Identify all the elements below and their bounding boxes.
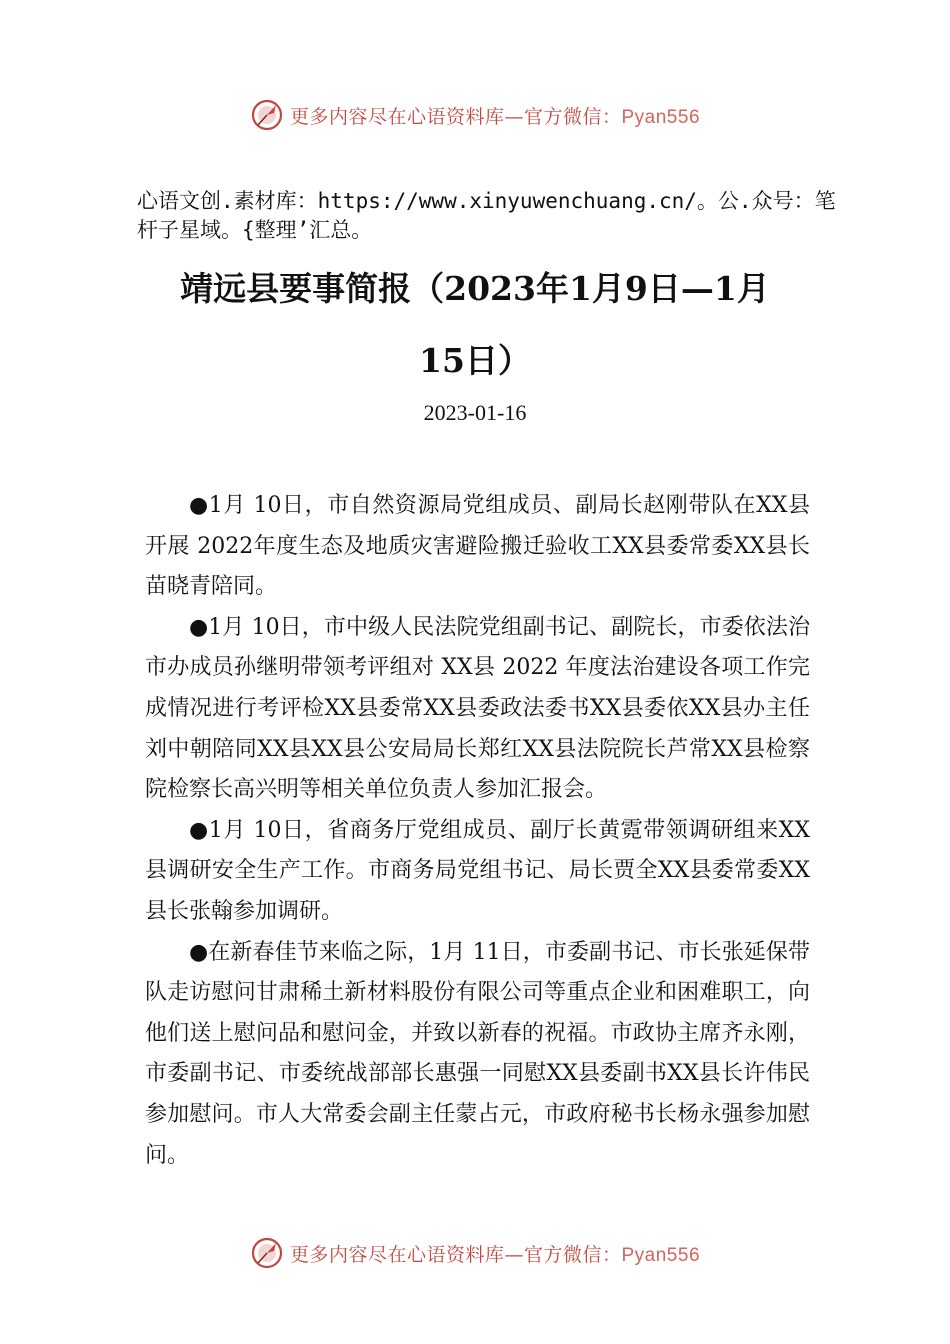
news-item-4: ●在新春佳节来临之际，1月 11日，市委副书记、市长张延保带队走访慰问甘肃稀土新材料股份有限公司等重点企业和困难职工，向他们送上慰问品和慰问金，并致以新春的祝福。市政协主席齐永刚，市委副书记、市委统战部部长惠强一同慰XX县委副书XX县长许伟民参加慰问。市人大常委会副主任蒙占元，市政府秘书长杨永强参加慰问。 bbox=[145, 939, 810, 1168]
document-title-line1: 靖远县要事简报（2023年1月9日—1月 bbox=[180, 269, 770, 308]
banner-text bbox=[290, 1240, 700, 1267]
quill-logo-icon bbox=[250, 1236, 284, 1270]
footer-banner bbox=[0, 1233, 950, 1273]
banner-promo-text: 更多内容尽在心语资料库 bbox=[289, 105, 505, 128]
document-date: 2023-01-16 bbox=[423, 400, 527, 425]
banner-text bbox=[290, 102, 700, 129]
news-item-2: ●1月 10日，市中级人民法院党组副书记、副院长，市委依法治市办成员孙继明带领考评组对 XX县 2022 年度法治建设各项工作完成情况进行考评检XX县委常XX县委政法委书XX县委依XX县办主任刘中朝陪同XX县XX县公安局局长郑红XX县法院院长芦常XX县检察院检察长高兴明等相关单位负责人参加汇报会。 bbox=[145, 614, 810, 803]
quill-logo-icon bbox=[250, 98, 284, 132]
header-banner bbox=[0, 95, 950, 135]
banner-promo-text: 更多内容尽在心语资料库 bbox=[289, 1243, 505, 1266]
banner-wechat-label: 官方微信： bbox=[523, 1243, 622, 1266]
banner-wechat-account: Pyan556 bbox=[621, 1244, 701, 1266]
document-body bbox=[145, 486, 810, 1176]
document-title-line2: 15日） bbox=[419, 341, 531, 380]
news-item-3: ●1月 10日，省商务厅党组成员、副厅长黄霓带领调研组来XX县调研安全生产工作。市商务局党组书记、局长贾全XX县委常委XX县长张翰参加调研。 bbox=[145, 817, 810, 924]
banner-wechat-account: Pyan556 bbox=[621, 106, 701, 128]
banner-wechat-label: 官方微信： bbox=[523, 105, 622, 128]
banner-separator: — bbox=[504, 105, 524, 128]
source-note: 心语文创.素材库：https://www.xinyuwenchuang.cn/。公.众号：笔杆子星域。{整理’汇总。 bbox=[137, 189, 836, 242]
news-item-1: ●1月 10日，市自然资源局党组成员、副局长赵刚带队在XX县开展 2022年度生态及地质灾害避险搬迁验收工XX县委常委XX县长苗晓青陪同。 bbox=[145, 493, 810, 600]
banner-separator: — bbox=[504, 1243, 524, 1266]
